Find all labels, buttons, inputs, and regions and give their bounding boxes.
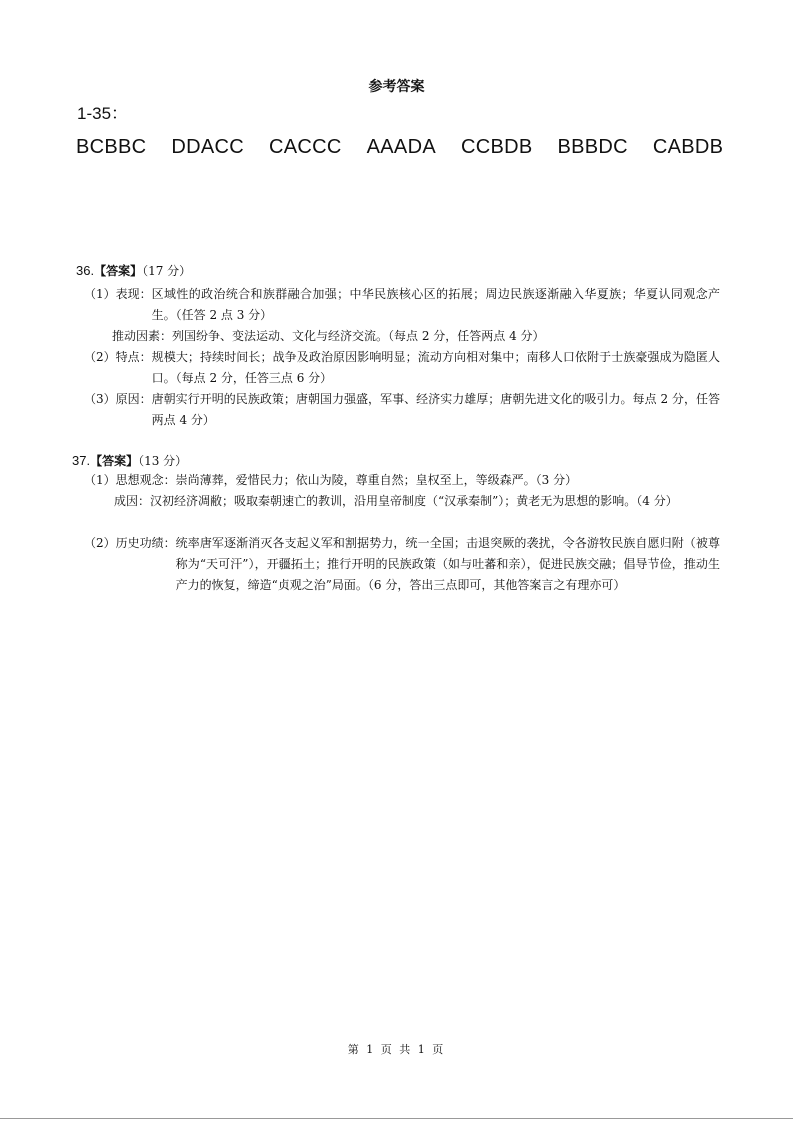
q37-part1-causes	[114, 491, 720, 512]
q36-points: （17 分）	[142, 264, 192, 278]
mc-group: BCBBC	[76, 136, 147, 158]
page-footer: 第 1 页 共 1 页	[347, 1043, 446, 1056]
q37-part2	[84, 533, 720, 596]
mc-answer-row	[76, 136, 748, 159]
q36-part2-tag: （2）特点：	[84, 350, 152, 364]
q37-number: 37.	[72, 453, 91, 468]
q36-part1-text: 区域性的政治统合和族群融合加强；中华民族核心区的拓展；周边民族逐渐融入华夏族；华夏认同观念产生。（任答 2 点 3 分）	[151, 287, 720, 322]
mc-group: AAADA	[366, 136, 436, 158]
bottom-divider	[0, 1118, 793, 1119]
page-title: 参考答案	[368, 79, 425, 95]
q37-points: （13 分）	[138, 454, 188, 468]
q36-label: 【答案】	[94, 264, 143, 278]
mc-group: CACCC	[269, 136, 342, 158]
q37-part1b-tag: 成因：	[114, 494, 151, 508]
q37-label: 【答案】	[90, 454, 139, 468]
mc-group: CCBDB	[460, 136, 533, 158]
q36-part3	[84, 389, 720, 431]
mc-group: BBBDC	[557, 136, 628, 158]
q37-part1-ideas: （1）思想观念：崇尚薄葬，爱惜民力；依山为陵，尊重自然；皇权至上，等级森严。（3 分）	[84, 473, 578, 487]
q37-part2-tag: （2）历史功绩：	[84, 536, 176, 550]
mc-group: DDACC	[171, 136, 245, 158]
q36-part2	[84, 347, 720, 389]
q36-part2-text: 规模大；持续时间长；战争及政治原因影响明显；流动方向相对集中；南移人口依附于士族豪强成为隐匿人口。（每点 2 分，任答三点 6 分）	[151, 350, 720, 385]
q36-part3-tag: （3）原因：	[84, 392, 152, 406]
q36-header	[76, 262, 191, 279]
q37-part1b-text: 汉初经济凋敝；吸取秦朝速亡的教训，沿用皇帝制度（“汉承秦制”）；黄老无为思想的影响。（4 分）	[150, 494, 678, 508]
q37-part2-text: 统率唐军逐渐消灭各支起义军和割据势力，统一全国；击退突厥的袭扰，令各游牧民族自愿归附（被尊称为“天可汗”），开疆拓土；推行开明的民族政策（如与吐蕃和亲），促进民族交融；倡导节俭，推动生产力的恢复，缔造“贞观之治”局面。（6 分，答出三点即可，其他答案言之有理亦可）	[175, 536, 720, 592]
q36-part1-tag: （1）表现：	[84, 287, 152, 301]
q36-part1-performance	[84, 284, 720, 326]
mc-group: CABDB	[652, 136, 724, 158]
q36-part3-text: 唐朝实行开明的民族政策；唐朝国力强盛，军事、经济实力雄厚；唐朝先进文化的吸引力。每点 2 分，任答两点 4 分）	[151, 392, 720, 427]
mc-range-label: 1-35：	[77, 104, 129, 123]
q36-part1-factors: 推动因素：列国纷争、变法运动、文化与经济交流。（每点 2 分，任答两点 4 分）	[112, 329, 545, 343]
q36-number: 36.	[76, 263, 95, 278]
q37-header	[72, 452, 187, 469]
